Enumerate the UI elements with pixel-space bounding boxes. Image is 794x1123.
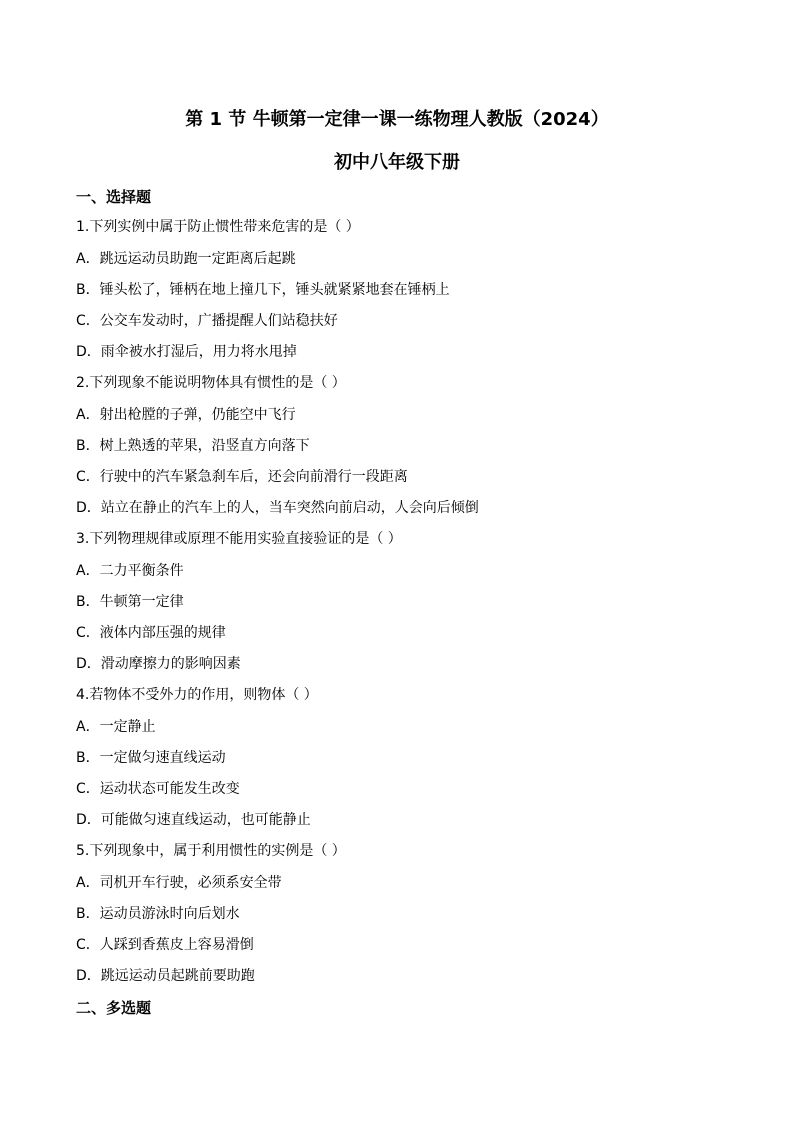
question-5-option-c: C．人踩到香蕉皮上容易滑倒 [76, 937, 254, 953]
question-2-option-d: D．站立在静止的汽车上的人，当车突然向前启动，人会向后倾倒 [76, 500, 479, 516]
document-title: 第 1 节 牛顿第一定律一课一练物理人教版（2024） [185, 109, 609, 130]
question-2-option-a: A．射出枪膛的子弹，仍能空中飞行 [76, 407, 296, 423]
question-3-option-b: B．牛顿第一定律 [76, 594, 184, 610]
question-1-option-b: B．锤头松了，锤柄在地上撞几下，锤头就紧紧地套在锤柄上 [76, 282, 450, 298]
question-5-stem: 5.下列现象中，属于利用惯性的实例是（ ） [76, 843, 346, 859]
question-5-option-b: B．运动员游泳时向后划水 [76, 906, 240, 922]
question-1-option-a: A．跳远运动员助跑一定距离后起跳 [76, 251, 296, 267]
question-3-stem: 3.下列物理规律或原理不能用实验直接验证的是（ ） [76, 531, 402, 547]
question-4-option-d: D．可能做匀速直线运动，也可能静止 [76, 812, 311, 828]
question-5-option-a: A．司机开车行驶，必须系安全带 [76, 875, 282, 891]
section-heading-choice: 一、选择题 [76, 188, 152, 206]
question-3-option-a: A．二力平衡条件 [76, 563, 184, 579]
question-1-option-c: C．公交车发动时，广播提醒人们站稳扶好 [76, 313, 338, 329]
question-2-stem: 2.下列现象不能说明物体具有惯性的是（ ） [76, 375, 346, 391]
question-4-option-a: A．一定静止 [76, 719, 156, 735]
question-4-stem: 4.若物体不受外力的作用，则物体（ ） [76, 687, 318, 703]
document-subtitle: 初中八年级下册 [334, 152, 460, 173]
question-4-option-b: B．一定做匀速直线运动 [76, 750, 226, 766]
question-2-option-c: C．行驶中的汽车紧急刹车后，还会向前滑行一段距离 [76, 469, 408, 485]
question-3-option-d: D．滑动摩擦力的影响因素 [76, 656, 241, 672]
question-1-stem: 1.下列实例中属于防止惯性带来危害的是（ ） [76, 219, 360, 235]
question-5-option-d: D．跳远运动员起跳前要助跑 [76, 968, 255, 984]
question-1-option-d: D．雨伞被水打湿后，用力将水甩掉 [76, 344, 297, 360]
question-3-option-c: C．液体内部压强的规律 [76, 625, 226, 641]
question-2-option-b: B．树上熟透的苹果，沿竖直方向落下 [76, 438, 310, 454]
section-heading-multi: 二、多选题 [76, 999, 152, 1017]
question-4-option-c: C．运动状态可能发生改变 [76, 781, 240, 797]
